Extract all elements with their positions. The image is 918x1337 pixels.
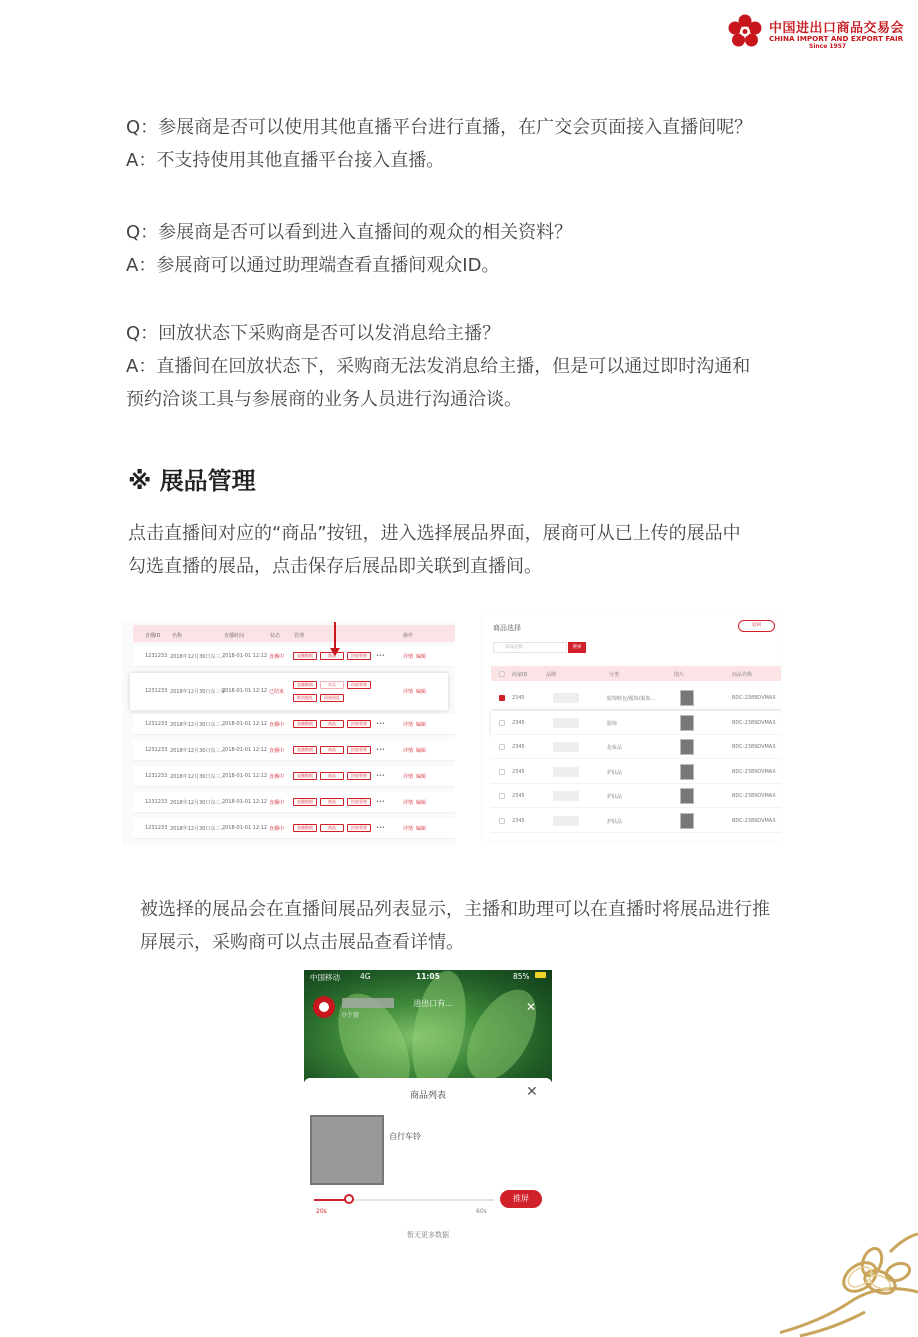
cell-time: 2018-01-01 12:12 [222,688,268,694]
detail-link[interactable]: 详情 [403,800,414,806]
product-thumbnail [680,739,694,755]
table-row [133,766,455,787]
cell-merchant-id: 2345 [512,768,525,775]
brand-blurred [553,718,579,728]
cell-name: 2018年12月30日东三... [170,800,226,806]
table-row [133,714,455,735]
push-url-button[interactable]: 推流地址 [293,694,317,702]
cell-name: 2018年12月30日东三... [170,774,226,780]
edit-link[interactable]: 编辑 [416,800,427,806]
live-data-button[interactable]: 直播数据 [293,681,317,689]
cell-name: 2018年12月30日东三... [170,748,226,754]
cell-status: 直播中 [269,654,285,660]
product-checkbox[interactable] [499,818,505,824]
product-checkbox[interactable] [499,695,505,701]
replay-preview-button[interactable]: 回放预览 [320,694,344,702]
header-cell: 名称 [172,633,183,639]
clock-text: 11:05 [416,972,440,981]
cell-merchant-id: 2345 [512,817,525,824]
replay-manage-button[interactable]: 回放管理 [347,824,371,832]
cell-time: 2018-01-01 12:12 [222,773,268,779]
cell-status: 直播中 [269,826,285,832]
more-icon[interactable]: ••• [376,653,385,659]
cell-name: 2018年12月30日东三... [170,654,226,660]
live-data-button[interactable]: 直播数据 [293,772,317,780]
product-list-title: 商品列表 [409,1091,446,1101]
product-checkbox[interactable] [499,769,505,775]
cief-logo [727,14,905,50]
cell-merchant-id: 2345 [512,744,525,750]
brand-blurred [553,742,579,752]
section-paragraph-1 [128,517,741,583]
status-bar [304,972,552,984]
question: Q：回放状态下采购商是否可以发消息给主播？ [126,323,501,344]
more-icon[interactable]: ••• [376,747,385,753]
product-checkbox[interactable] [499,720,505,726]
table-row [133,740,455,761]
question: Q：参展商是否可以使用其他直播平台进行直播，在广交会页面接入直播间呢？ [126,117,753,138]
edit-link[interactable]: 编辑 [416,826,427,832]
product-row[interactable] [491,784,781,808]
cell-product-name: BDC-2389DVMAX [732,768,776,775]
brand-blurred [553,816,579,826]
live-video-background [304,970,552,1082]
detail-link[interactable]: 详情 [403,748,414,754]
product-select-title: 商品选择 [493,624,521,632]
edit-link[interactable]: 编辑 [416,689,427,695]
qa-block-2 [126,216,572,282]
goods-button[interactable]: 商品 [320,746,344,754]
host-name-mask [342,998,394,1008]
answer: A：不支持使用其他直播平台接入直播。 [126,150,445,171]
live-data-button[interactable]: 直播数据 [293,746,317,754]
more-icon[interactable]: ••• [376,825,385,831]
cell-status: 直播中 [269,722,285,728]
close-icon[interactable]: ✕ [526,1000,537,1014]
product-row[interactable] [491,735,781,759]
table-row [133,646,455,667]
live-data-button[interactable]: 直播数据 [293,798,317,806]
back-button[interactable]: 返回 [738,620,775,632]
section-title: ※ 展品管理 [128,467,256,495]
cell-name: 2018年12月30日东三... [170,722,226,728]
detail-link[interactable]: 详情 [403,689,414,695]
push-to-screen-button[interactable]: 推屏 [500,1190,542,1208]
cell-time: 2018-01-01 12:12 [222,747,268,753]
cell-time: 2018-01-01 12:12 [222,653,268,659]
host-name: 进出口有... [413,999,453,1008]
replay-manage-button[interactable]: 回放管理 [347,652,371,660]
search-button[interactable]: 搜索 [568,642,586,653]
product-name[interactable]: 自行车铃 [389,1132,421,1141]
edit-link[interactable]: 编辑 [416,774,427,780]
network-text: 4G [360,972,371,981]
table-row [133,818,455,839]
select-all-checkbox[interactable] [499,671,505,677]
cell-merchant-id: 2345 [512,719,525,726]
product-select-screenshot [482,614,781,840]
cell-id: 1231233 [145,773,168,779]
edit-link[interactable]: 编辑 [416,722,427,728]
product-search-input[interactable]: 商品名称 [493,642,567,653]
cell-product-name: BDC-2389DVMAX [732,719,776,726]
live-data-button[interactable]: 直播数据 [293,720,317,728]
cell-status: 直播中 [269,800,285,806]
cell-time: 2018-01-01 12:12 [222,825,268,831]
section-paragraph-2 [140,893,770,959]
detail-link[interactable]: 详情 [403,774,414,780]
product-image[interactable] [310,1115,384,1185]
more-icon[interactable]: ••• [376,773,385,779]
question: Q：参展商是否可以看到进入直播间的观众的相关资料？ [126,222,573,243]
cell-id: 1231233 [145,721,168,727]
edit-link[interactable]: 编辑 [416,748,427,754]
more-icon[interactable]: ••• [376,799,385,805]
detail-link[interactable]: 详情 [403,826,414,832]
battery-text: 85% [513,972,530,981]
timer-start-label: 20s [316,1208,327,1215]
product-thumbnail [680,764,694,780]
paragraph-line: 被选择的展品会在直播间展品列表显示，主播和助理可以在直播时将展品进行推 [140,899,770,920]
header-cell: 操作 [403,633,414,639]
battery-icon [535,972,546,978]
header-cell: 直播ID [145,633,161,639]
cell-category: 服饰 [607,720,618,727]
goods-button[interactable]: 商品 [320,798,344,806]
goods-button[interactable]: 商品 [320,681,344,689]
push-timer-handle[interactable] [344,1194,354,1204]
carrier-text: 中国移动 [310,973,340,982]
live-room-phone-screenshot [304,970,552,1260]
brand-blurred [553,767,579,777]
replay-manage-button[interactable]: 回放管理 [347,746,371,754]
timer-end-label: 60s [476,1208,487,1215]
brand-blurred [553,693,579,703]
cell-category: 化妆品 [607,745,623,751]
product-list-sheet [304,1078,552,1260]
header-cell: 分类 [609,672,620,678]
header-cell: 图片 [674,672,685,678]
edit-link[interactable]: 编辑 [416,654,427,660]
product-thumbnail [680,715,694,731]
cell-category: 护肤品 [607,769,623,776]
cell-name: 2018年12月30日东三零 [170,689,226,695]
product-row[interactable] [491,686,781,710]
product-row[interactable] [491,711,781,735]
pointer-arrow-icon [330,648,340,656]
header-cell: 商家ID [512,672,528,678]
header-cell: 管理 [294,633,305,639]
cell-name: 2018年12月30日东三... [170,826,226,832]
live-room-table-screenshot [122,621,455,845]
cell-status: 直播中 [269,748,285,754]
paragraph-line: 屏展示，采购商可以点击展品查看详情。 [140,932,464,953]
goods-button[interactable]: 商品 [320,824,344,832]
answer-continued: 预约洽谈工具与参展商的业务人员进行沟通洽谈。 [126,389,522,410]
cell-product-name: BDC-2389DVMAX [732,695,776,701]
cell-id: 1231233 [145,688,168,694]
brand-blurred [553,791,579,801]
logo-english-text: CHINA IMPORT AND EXPORT FAIR [769,34,904,43]
replay-manage-button[interactable]: 回放管理 [347,798,371,806]
cell-product-name: BDC-2389DVMAX [732,793,776,799]
cell-status: 直播中 [269,774,285,780]
host-likes: 0个赞 [342,1011,360,1019]
header-cell: 商品名称 [732,672,753,678]
live-data-button[interactable]: 直播数据 [293,824,317,832]
product-row[interactable] [491,809,781,833]
cell-status: 已结束 [269,689,285,695]
cell-category: 服饰鞋包/服饰/服饰... [607,696,656,702]
product-checkbox[interactable] [499,744,505,750]
table-row [133,792,455,813]
cell-merchant-id: 2345 [512,695,525,701]
table-header [133,625,455,642]
qa-block-3 [126,317,750,416]
cell-category: 护肤品 [607,818,623,825]
product-thumbnail [680,690,694,706]
cief-flower-logo-icon [727,14,763,50]
product-thumbnail [680,788,694,804]
more-icon[interactable]: ••• [376,721,385,727]
goods-button[interactable]: 商品 [320,772,344,780]
answer: A：直播间在回放状态下，采购商无法发消息给主播，但是可以通过即时沟通和 [126,356,751,377]
table-row [130,673,448,711]
cell-product-name: BDC-2389DVMAX [732,817,776,824]
cell-time: 2018-01-01 12:12 [222,721,268,727]
paragraph-line: 勾选直播的展品，点击保存后展品即关联到直播间。 [128,556,542,577]
cell-id: 1231233 [145,825,168,831]
header-cell: 状态 [270,633,281,639]
sheet-close-icon[interactable]: ✕ [526,1084,538,1100]
product-thumbnail [680,813,694,829]
cell-time: 2018-01-01 12:12 [222,799,268,805]
product-checkbox[interactable] [499,793,505,799]
replay-manage-button[interactable]: 回放管理 [347,772,371,780]
cell-category: 护肤品 [607,794,623,800]
answer: A：参展商可以通过助理端查看直播间观众ID。 [126,255,500,276]
goods-button[interactable]: 商品 [320,720,344,728]
replay-manage-button[interactable]: 回放管理 [347,681,371,689]
no-more-data-text: 暂无更多数据 [407,1231,449,1239]
goods-button[interactable]: 商品 [320,652,344,660]
live-data-button[interactable]: 直播数据 [293,652,317,660]
detail-link[interactable]: 详情 [403,722,414,728]
cell-merchant-id: 2345 [512,793,525,799]
golden-knot-decoration-icon [780,1232,918,1337]
header-cell: 品牌 [546,672,557,678]
logo-chinese-text: 中国进出口商品交易会 [769,21,905,36]
product-table-header [491,666,781,681]
replay-manage-button[interactable]: 回放管理 [347,720,371,728]
detail-link[interactable]: 详情 [403,654,414,660]
qa-block-1 [126,111,752,177]
header-cell: 直播时间 [224,633,245,639]
cell-id: 1231233 [145,653,168,659]
host-avatar[interactable] [313,996,335,1018]
paragraph-line: 点击直播间对应的“商品”按钮，进入选择展品界面，展商可从已上传的展品中 [128,523,741,544]
cell-product-name: BDC-2389DVMAX [732,744,776,750]
cell-id: 1231233 [145,747,168,753]
logo-since-text: Since 1957 [809,43,847,50]
product-row[interactable] [491,760,781,784]
cell-id: 1231233 [145,799,168,805]
